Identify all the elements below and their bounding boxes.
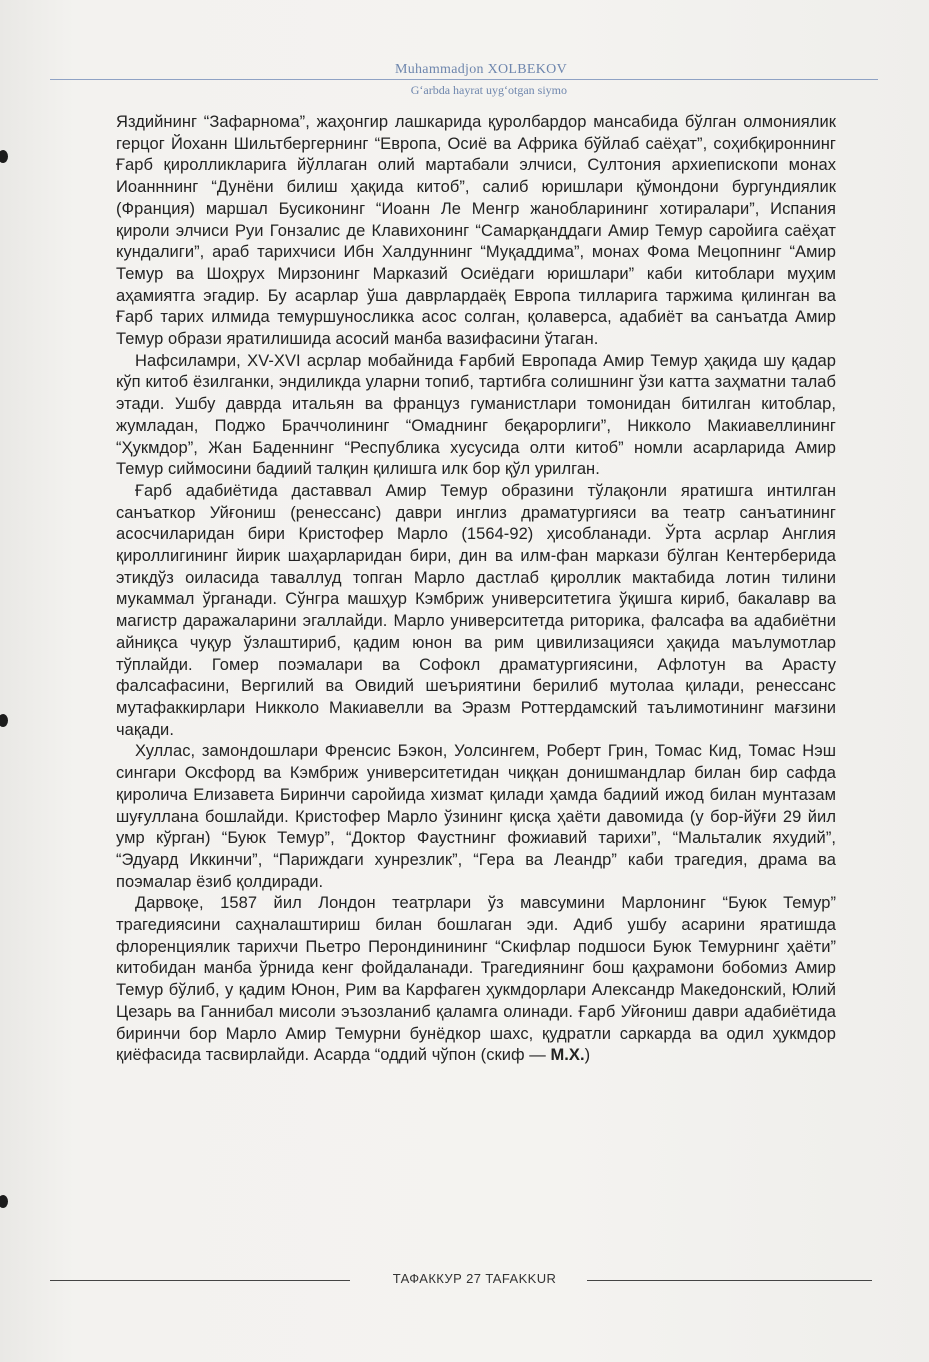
author-initials: М.Х. [550, 1046, 585, 1065]
header-rule [50, 79, 878, 80]
footer-rule-right [587, 1280, 872, 1281]
paragraph-1: Яздийнинг “Зафарнома”, жаҳонгир лашкарида қуролбардор мансабида бўлган олмониялик герцог Йоханн Шильтбергернинг “Европа, Осиё ва Африка бўйлаб саёҳат”, соҳибқироннинг Ғарб қиролликларига йўллаган олий мартабали элчиси, Султония архиепископи монах Иоанннинг “Дунёни билиш ҳақида китоб”, салиб юришлари қўмондони бургундиялик (Франция) маршал Бусиконинг “Иоанн Ле Менгр жанобларининг хотиралари”, Испания қироли элчиси Руи Гонзалис де Клавихонинг “Самарқанддаги Амир Темур саройига саёҳат кундалиги”, араб тарихчиси Ибн Халдуннинг “Муқаддима”, монах Фома Мецопнинг “Амир Темур ва Шоҳрух Мирзонинг Марказий Осиёдаги юришлари” каби китоблари муҳим аҳамиятга эгадир. Бу асарлар ўша даврлардаёқ Европа тилларига таржима қилинган ва Ғарб тарих илмида темуршуносликка асос солган, қолаверса, адабиёт ва санъатда Амир Темур образи яратилишида асосий манба вазифасини ўтаган. [116, 113, 836, 349]
header-author: Muhammadjon XOLBEKOV [394, 62, 567, 77]
paragraph-3: Ғарб адабиётида даставвал Амир Темур образини тўлақонли яратишга интилган санъаткор Уйғониш (ренессанс) даври инглиз драматургияси ва театр санъатининг асосчиларидан бири Кристофер Марло (1564-92) ҳисобланади. Ўрта асрлар Англия қироллигининг йирик шаҳарларидан бири, дин ва илм-фан маркази бўлган Кентерберида этикдўз оиласида таваллуд топган Марло дастлаб қироллик мактабида лотин тилини мукаммал ўрганади. Сўнгра машҳур Кэмбриж университетига ўқишга кириб, бакалавр ва магистр даражаларини эгаллайди. Марло университетда риторика, фалсафа ва адабиётни айниқса чуқур ўзлаштириб, қадим юнон ва рим цивилизацияси ҳақида маълумотлар тўплайди. Гомер поэмалари ва Софокл драматургиясини, Афлотун ва Арасту фалсафасини, Вергилий ва Овидий шеъриятини берилиб мутолаа қилади, ренессанс мутафаккирлари Никколо Макиавелли ва Эразм Роттердамский таълимотининг мағзини чақади. [116, 481, 836, 739]
article-body [116, 112, 836, 1067]
header-subtitle: G‘arbda hayrat uyg‘otgan siymo [410, 83, 567, 97]
page-footer [50, 1270, 878, 1290]
paragraph-5 [116, 893, 836, 1067]
paragraph-2: Нафсиламри, XV-XVI асрлар мобайнида Ғарбий Европада Амир Темур ҳақида шу қадар кўп китоб ёзилганки, эндиликда уларни топиб, тартибга солишнинг ўзи катта заҳматни талаб этади. Ушбу даврда итальян ва француз гуманистлари томонидан битилган китоблар, жумладан, Поджо Браччолининг “Омаднинг беқарорлиги”, Никколо Макиавеллининг “Ҳукмдор”, Жан Баденнинг “Республика хусусида олти китоб” номли асарларида Амир Темур сиймосини бадиий талқин қилишга илк бор қўл урилган. [116, 351, 836, 479]
paragraph-4: Хуллас, замондошлари Френсис Бэкон, Уолсингем, Роберт Грин, Томас Кид, Томас Нэш сингари Оксфорд ва Кэмбриж университетидан чиққан донишмандлар билан бир сафда қиролича Елизавета Биринчи саройида хизмат қилади ҳамда бадиий ижод билан мунтазам шуғуллана бошлайди. Кристофер Марло ўзининг қисқа ҳаёти давомида (у бор-йўғи 29 йил умр кўрган) “Буюк Темур”, “Доктор Фаустнинг фожиавий тарихи”, “Мальталик яхудий”, “Эдуард Иккинчи”, “Париждаги хунрезлик”, “Гера ва Леандр” каби трагедия, драма ва поэмалар ёзиб қолдиради. [116, 742, 836, 891]
footer-page-label: ТАФАККУР 27 TAFAKKUR [392, 1271, 557, 1286]
paragraph-5-tail: ) [584, 1046, 591, 1065]
footer-rule-left [50, 1280, 350, 1281]
paragraph-5-text: Дарвоқе, 1587 йил Лондон театрлари ўз мавсумини Марлонинг “Буюк Темур” трагедиясини саҳналаштириш билан бошлаган эди. Адиб ушбу асарини яратишда флоренциялик тарихчи Пьетро Перондинининг “Скифлар подшоси Буюк Темурнинг ҳаёти” китобидан манба ўрнида кенг фойдаланади. Трагедиянинг бош қаҳрамони бобомиз Амир Темур бўлиб, у қадим Юнон, Рим ва Карфаген ҳукмдорлари Александр Македонский, Юлий Цезарь ва Ганнибал мисоли эъзозланиб қаламга олинади. Ғарб Уйғониш даври адабиётида биринчи бор Марло Амир Темурни бунёдкор шахс, қудратли саркарда ва одил ҳукмдор қиёфасида тасвирлайди. Асарда “оддий чўпон (скиф — [116, 894, 836, 1065]
